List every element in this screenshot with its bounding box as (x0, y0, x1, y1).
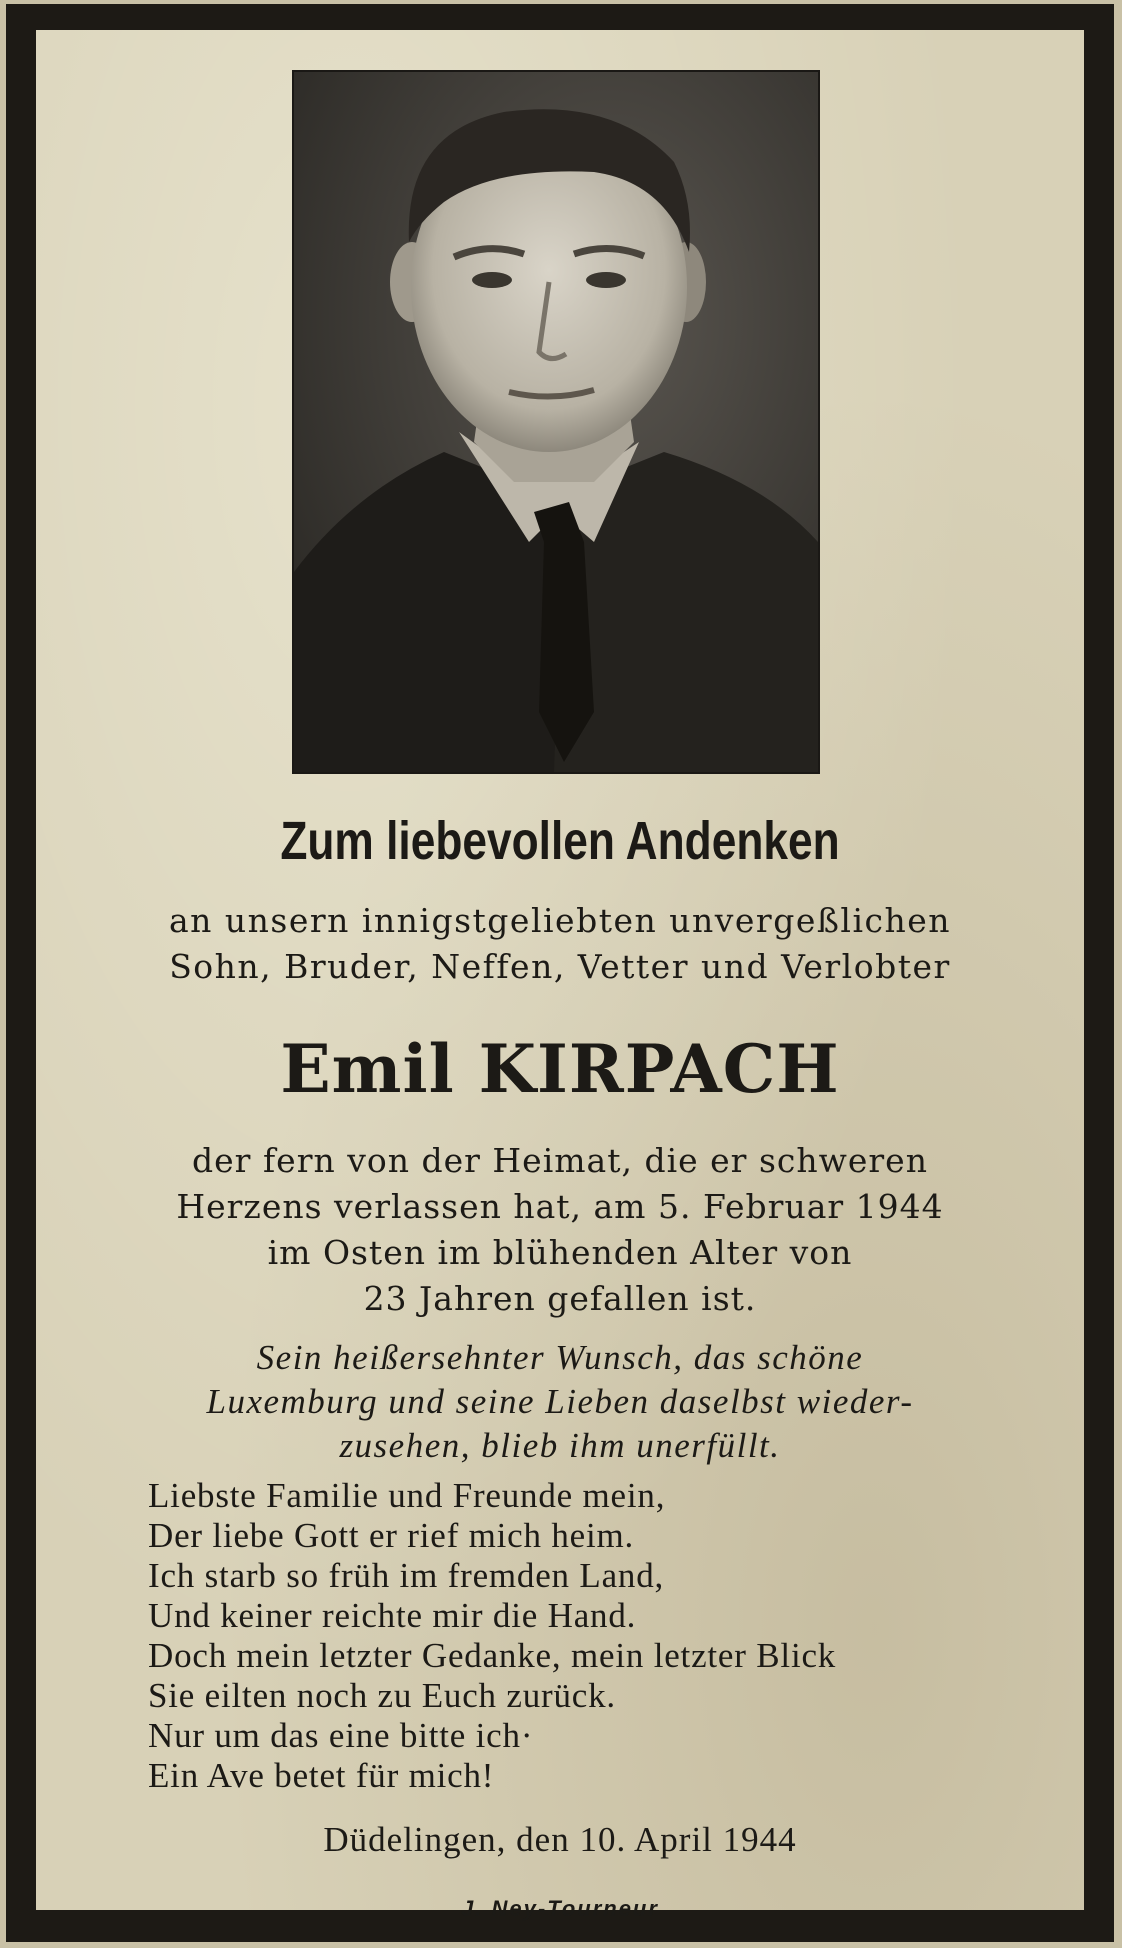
poem-line: Sie eilten noch zu Euch zurück. (148, 1676, 616, 1715)
notice-line: 23 Jahren gefallen ist. (363, 1279, 757, 1318)
wish-line: zusehen, blieb ihm unerfüllt. (339, 1426, 781, 1465)
intro-text (36, 898, 1084, 990)
memorial-heading: Zum liebevollen Andenken (280, 811, 840, 871)
wish-line: Sein heißersehnter Wunsch, das schöne (256, 1338, 864, 1377)
death-notice-text (36, 1138, 1084, 1322)
portrait-photo (292, 70, 820, 774)
notice-line: der fern von der Heimat, die er schweren (192, 1141, 928, 1180)
poem-line: Ein Ave betet für mich! (148, 1756, 495, 1795)
notice-line: Herzens verlassen hat, am 5. Februar 1944 (176, 1187, 944, 1226)
memorial-poem (148, 1476, 836, 1796)
deceased-name: Emil KIRPACH (280, 1030, 840, 1108)
poem-line: Nur um das eine bitte ich· (148, 1716, 534, 1755)
memorial-card-border (6, 4, 1114, 1942)
poem-line: Liebste Familie und Freunde mein, (148, 1476, 666, 1515)
poem-line: Doch mein letzter Gedanke, mein letzter Blick (148, 1636, 837, 1675)
portrait-photo-graphic (294, 72, 818, 772)
poem-line: Und keiner reichte mir die Hand. (148, 1596, 637, 1635)
poem-line: Der liebe Gott er rief mich heim. (148, 1516, 635, 1555)
wish-text (36, 1336, 1084, 1468)
memorial-card (36, 30, 1084, 1921)
intro-line: Sohn, Bruder, Neffen, Vetter und Verlobter (169, 947, 951, 986)
poem-line: Ich starb so früh im fremden Land, (148, 1556, 665, 1595)
printer-credit: J. Ney-Tourneur (461, 1896, 659, 1921)
intro-line: an unsern innigstgeliebten unvergeßlichen (168, 901, 952, 940)
notice-line: im Osten im blühenden Alter von (267, 1233, 853, 1272)
place-and-date: Düdelingen, den 10. April 1944 (323, 1820, 797, 1859)
wish-line: Luxemburg und seine Lieben daselbst wieder- (206, 1382, 914, 1421)
